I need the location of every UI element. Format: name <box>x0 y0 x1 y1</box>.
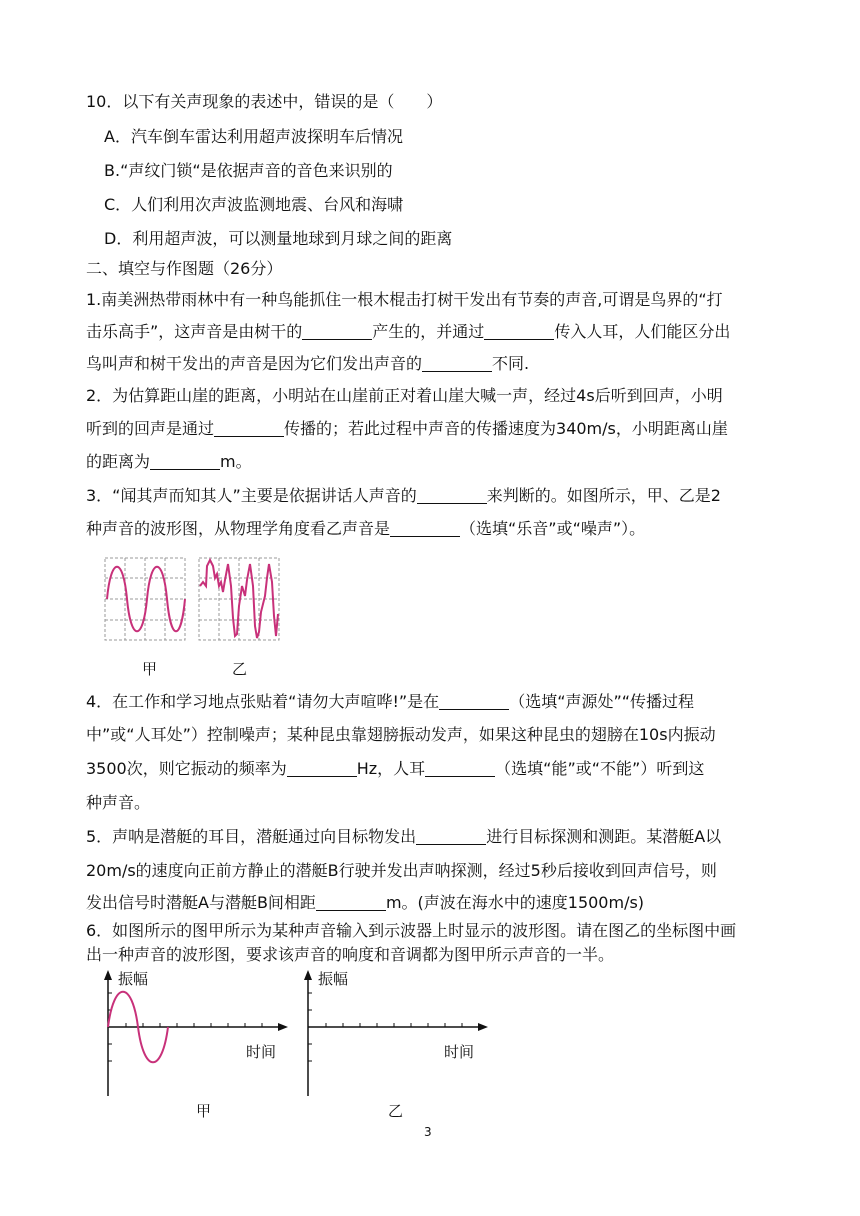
q5-line-2: 20m/s的速度向正前方静止的潜艇B行驶并发出声呐探测，经过5秒后接收到回声信号，则 <box>86 861 717 880</box>
answer-blank[interactable] <box>214 420 284 437</box>
q4-line-3 <box>86 759 704 779</box>
q10-option-a: A．汽车倒车雷达利用超声波探明车后情况 <box>104 127 403 146</box>
q1-text: 产生的，并通过 <box>372 322 485 341</box>
q10-option-d: D．利用超声波，可以测量地球到月球之间的距离 <box>104 229 453 248</box>
y-axis-label: 振幅 <box>118 970 149 988</box>
q1-text: 击乐高手”，这声音是由树干的 <box>86 322 303 341</box>
q10-option-b: B.“声纹门锁“是依据声音的音色来识别的 <box>104 161 393 180</box>
q1-text: 传入人耳，人们能区分出 <box>554 322 731 341</box>
q6-line-2: 出一种声音的波形图，要求该声音的响度和音调都为图甲所示声音的一半。 <box>86 945 615 964</box>
page-number: 3 <box>424 1125 432 1139</box>
answer-blank[interactable] <box>422 355 492 372</box>
answer-blank[interactable] <box>417 487 487 504</box>
answer-blank[interactable] <box>416 828 486 845</box>
q6-line-1: 6．如图所示的图甲所示为某种声音输入到示波器上时显示的波形图。请在图乙的坐标图中画 <box>86 921 737 940</box>
q2-text: 听到的回声是通过 <box>86 419 215 438</box>
x-axis-arrow-icon <box>278 1023 288 1031</box>
grid-yi <box>199 558 279 640</box>
q2-line-1: 2．为估算距山崖的距离，小明站在山崖前正对着山崖大喊一声，经过4s后听到回声，小明 <box>86 386 723 405</box>
x-axis-arrow-icon <box>478 1023 488 1031</box>
q3-text: 来判断的。如图所示，甲、乙是2 <box>486 486 721 505</box>
answer-blank[interactable] <box>316 894 386 911</box>
q4-text: 4．在工作和学习地点张贴着“请勿大声喧哗!”是在 <box>86 692 440 711</box>
q2-line-3 <box>86 452 252 472</box>
answer-blank[interactable] <box>425 760 495 777</box>
q10-option-c: C．人们利用次声波监测地震、台风和海啸 <box>104 195 404 214</box>
answer-blank[interactable] <box>302 323 372 340</box>
caption-yi: 乙 <box>232 660 248 678</box>
q5-text: 发出信号时潜艇A与潜艇B间相距 <box>86 893 316 912</box>
x-axis-label: 时间 <box>444 1043 475 1061</box>
answer-blank[interactable] <box>439 693 509 710</box>
q3-text: （选填“乐音”或“噪声”）。 <box>460 519 646 538</box>
x-axis-label: 时间 <box>246 1043 277 1061</box>
q3-waveform-figure <box>103 556 285 644</box>
q5-text: 进行目标探测和测距。某潜艇A以 <box>486 827 722 846</box>
q1-text: 不同. <box>492 354 530 373</box>
q3-text: 种声音的波形图，从物理学角度看乙声音是 <box>86 519 391 538</box>
caption-jia: 甲 <box>196 1102 212 1120</box>
q2-line-2 <box>86 419 728 439</box>
answer-blank[interactable] <box>287 760 357 777</box>
q10-stem: 10．以下有关声现象的表述中，错误的是（ ） <box>86 92 443 111</box>
y-axis-label: 振幅 <box>318 970 349 988</box>
q1-line-3 <box>86 354 529 374</box>
caption-yi: 乙 <box>388 1102 404 1120</box>
q5-line-3 <box>86 893 644 913</box>
q1-line-2 <box>86 322 730 342</box>
answer-blank[interactable] <box>150 453 220 470</box>
q2-text: 的距离为 <box>86 452 151 471</box>
y-axis-arrow-icon <box>104 970 112 980</box>
q3-text: 3．“闻其声而知其人”主要是依据讲话人声音的 <box>86 486 417 505</box>
q4-line-4: 种声音。 <box>86 793 151 812</box>
q4-text: Hz，人耳 <box>356 759 426 778</box>
q2-text: 传播的；若此过程中声音的传播速度为340m/s，小明距离山崖 <box>284 419 728 438</box>
q1-text: 鸟叫声和树干发出的声音是因为它们发出声音的 <box>86 354 423 373</box>
answer-blank[interactable] <box>390 520 460 537</box>
q4-line-1 <box>86 692 694 712</box>
q3-line-2 <box>86 519 645 539</box>
answer-blank[interactable] <box>484 323 554 340</box>
y-axis-arrow-icon <box>304 970 312 980</box>
q1-line-1: 1.南美洲热带雨林中有一种鸟能抓住一根木棍击打树干发出有节奏的声音,可谓是鸟界的“打 <box>86 290 723 309</box>
q5-text: 5．声呐是潜艇的耳目，潜艇通过向目标物发出 <box>86 827 417 846</box>
q4-text: （选填“能”或“不能”）听到这 <box>495 759 705 778</box>
q3-line-1 <box>86 486 721 506</box>
section-title: 二、填空与作图题（26分） <box>86 259 283 278</box>
q4-text: （选填“声源处”“传播过程 <box>509 692 695 711</box>
q4-text: 3500次，则它振动的频率为 <box>86 759 287 778</box>
q5-line-1 <box>86 827 721 847</box>
q4-line-2: 中”或“人耳处”）控制噪声；某种昆虫靠翅膀振动发声，如果这种昆虫的翅膀在10s内振动 <box>86 725 716 744</box>
wave-jia <box>107 567 185 632</box>
q5-text: m。(声波在海水中的速度1500m/s) <box>385 893 645 912</box>
caption-jia: 甲 <box>142 660 158 678</box>
q2-text: m。 <box>220 452 252 471</box>
